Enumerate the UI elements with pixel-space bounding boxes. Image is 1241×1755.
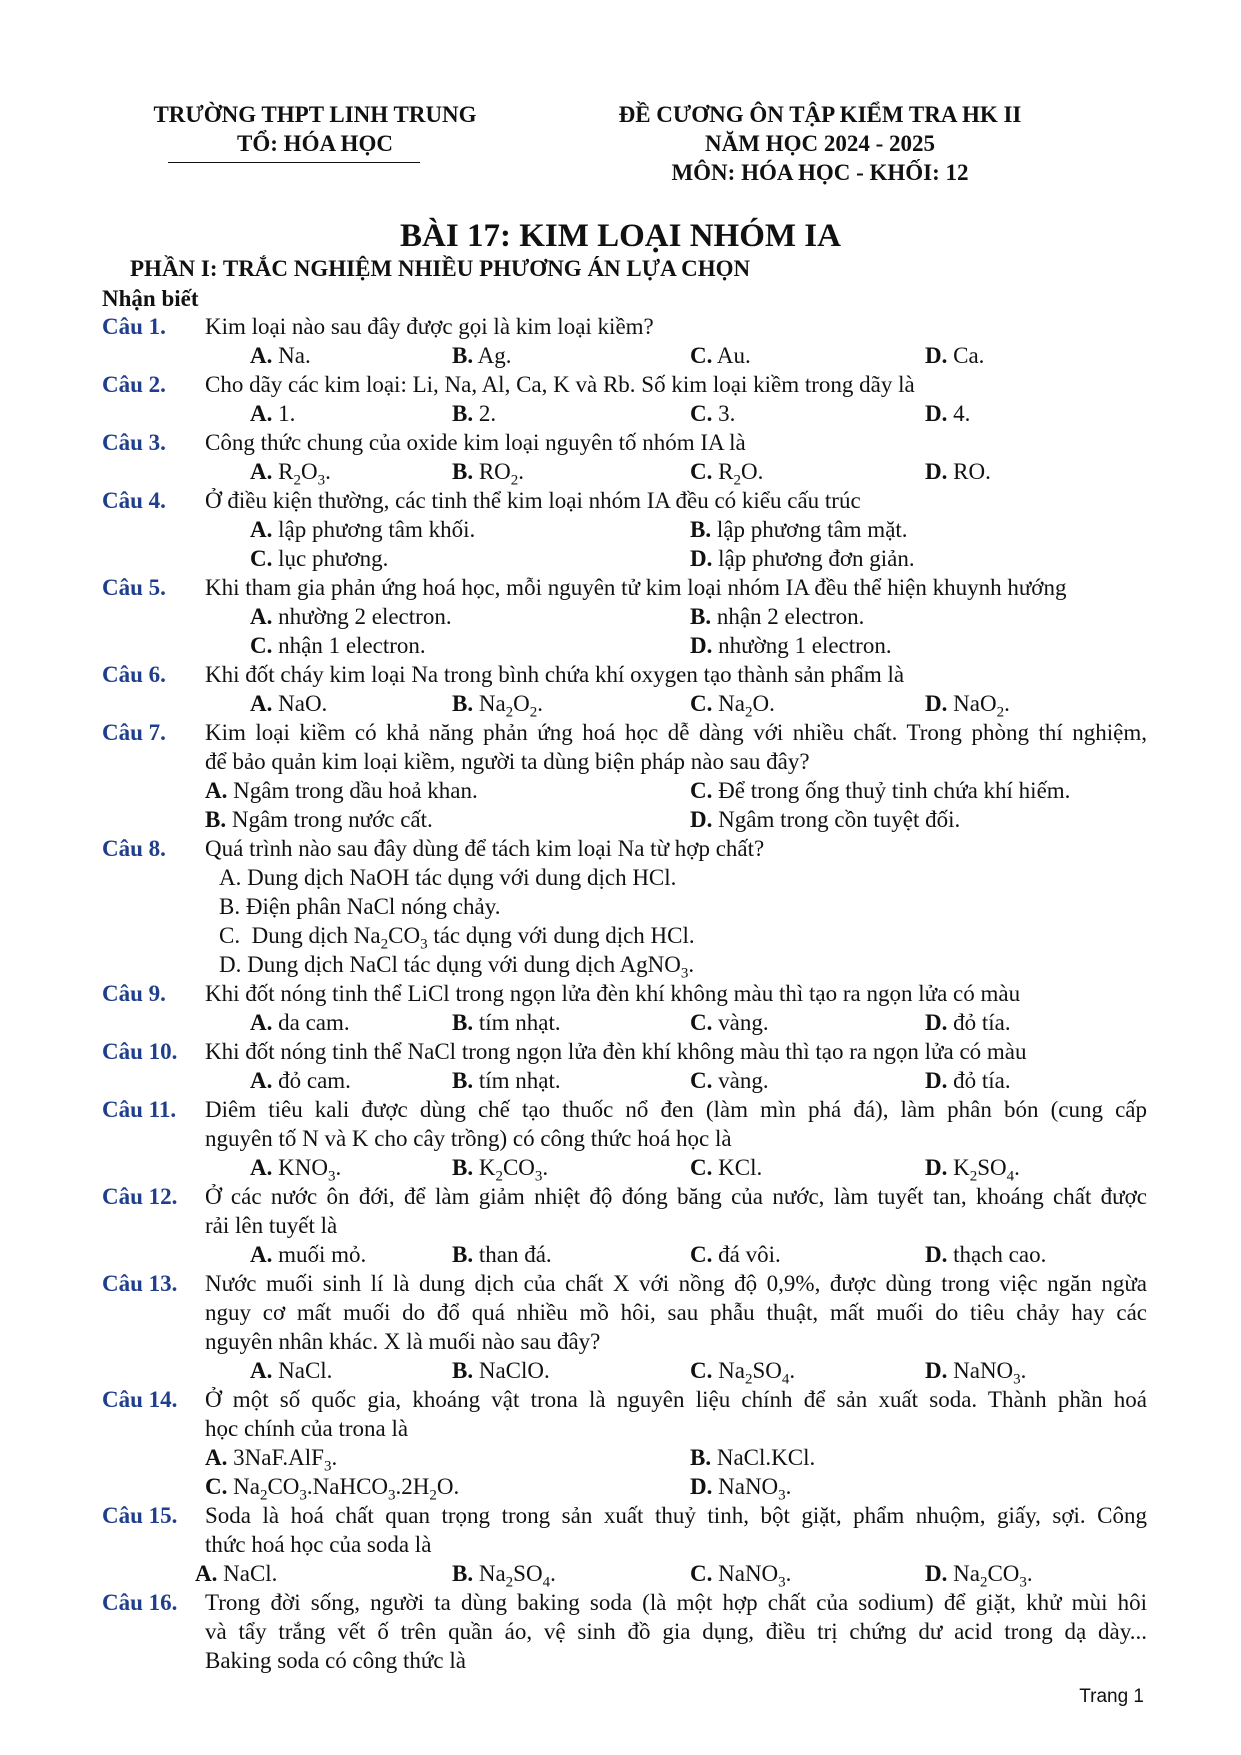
option-a: A. Ngâm trong dầu hoả khan. xyxy=(205,778,478,803)
question-number: Câu 6. xyxy=(102,662,166,687)
option-d: D. đỏ tía. xyxy=(925,1068,1011,1093)
question-text: nguyên tố N và K cho cây trồng) có công thức hoá học là xyxy=(205,1126,732,1151)
question-text-line xyxy=(0,1646,1241,1675)
question-3 xyxy=(0,428,1241,457)
question-9 xyxy=(0,979,1241,1008)
question-text: Ở điều kiện thường, các tinh thể kim loại nhóm IA đều có kiểu cấu trúc xyxy=(205,488,861,513)
option-c: C. NaNO$_3$. xyxy=(690,1561,792,1591)
question-text: Khi đốt nóng tinh thể LiCl trong ngọn lửa đèn khí không màu thì tạo ra ngọn lửa có màu xyxy=(205,981,1021,1006)
question-number: Câu 8. xyxy=(102,836,166,861)
options-row xyxy=(0,1356,1241,1388)
options-row xyxy=(0,1443,1241,1475)
question-number: Câu 12. xyxy=(102,1184,178,1209)
option-b: B. NaCl.KCl. xyxy=(690,1445,816,1470)
options-row xyxy=(0,457,1241,489)
option-c: C. 3. xyxy=(690,401,736,426)
option-c: C. KCl. xyxy=(690,1155,763,1180)
question-number: Câu 13. xyxy=(102,1271,178,1296)
option-b: B. tím nhạt. xyxy=(452,1010,561,1035)
option-b: B. NaClO. xyxy=(452,1358,550,1383)
option-text: C. Dung dịch $Na_2CO_3$ tác dụng với dung dịch HCl. xyxy=(219,923,695,953)
question-text: Ở một số quốc gia, khoáng vật trona là nguyên liệu chính để sản xuất soda. Thành phần hoá xyxy=(205,1387,1147,1412)
question-text: Trong đời sống, người ta dùng baking soda (là một hợp chất của sodium) để giặt, khử mùi hôi xyxy=(205,1590,1147,1615)
question-5 xyxy=(0,573,1241,602)
question-text-line xyxy=(0,1211,1241,1240)
option-a: A. $R_2O_3$. xyxy=(250,459,331,489)
options-row xyxy=(0,399,1241,428)
lesson-title: BÀI 17: KIM LOẠI NHÓM IA xyxy=(400,218,841,254)
option-c: C. Để trong ống thuỷ tinh chứa khí hiếm. xyxy=(690,778,1071,803)
question-4 xyxy=(0,486,1241,515)
question-number: Câu 14. xyxy=(102,1387,178,1412)
options-row xyxy=(0,544,1241,573)
question-text: Soda là hoá chất quan trọng trong sản xuất thuỷ tinh, bột giặt, phẩm nhuộm, giấy, sợi. Công xyxy=(205,1503,1147,1528)
option-d: D. Ca. xyxy=(925,343,985,368)
question-text: Cho dãy các kim loại: Li, Na, Al, Ca, K và Rb. Số kim loại kiềm trong dãy là xyxy=(205,372,915,397)
option-a: A. 3NaF.AlF$_3$. xyxy=(205,1445,338,1475)
option-c: C. Au. xyxy=(690,343,751,368)
question-14 xyxy=(0,1385,1241,1414)
option-c: C. nhận 1 electron. xyxy=(250,633,426,658)
question-13 xyxy=(0,1269,1241,1298)
school-name: TRƯỜNG THPT LINH TRUNG xyxy=(153,102,477,127)
option-b xyxy=(0,892,1241,921)
question-text-line xyxy=(0,1298,1241,1327)
question-number: Câu 10. xyxy=(102,1039,178,1064)
header-right xyxy=(585,100,1055,187)
subject-grade: MÔN: HÓA HỌC - KHỐI: 12 xyxy=(671,160,969,185)
option-b: B. Ag. xyxy=(452,343,512,368)
option-b: B. $Na_2SO_4$. xyxy=(452,1561,556,1591)
question-number: Câu 4. xyxy=(102,488,166,513)
option-d: D. đỏ tía. xyxy=(925,1010,1011,1035)
options-row xyxy=(0,515,1241,544)
options-row xyxy=(0,1153,1241,1185)
exam-title: ĐỀ CƯƠNG ÔN TẬP KIỂM TRA HK II xyxy=(618,102,1022,127)
question-text-line xyxy=(0,1327,1241,1356)
question-7 xyxy=(0,718,1241,747)
question-text: Kim loại nào sau đây được gọi là kim loại kiềm? xyxy=(205,314,654,339)
option-d: D. NaO$_2$. xyxy=(925,691,1010,721)
department-name: TỔ: HÓA HỌC xyxy=(237,131,393,156)
option-c: C. vàng. xyxy=(690,1068,769,1093)
option-a: A. NaCl. xyxy=(195,1561,278,1586)
options-row xyxy=(0,1240,1241,1269)
option-d: D. thạch cao. xyxy=(925,1242,1047,1267)
question-text: rải lên tuyết là xyxy=(205,1213,338,1238)
options-row xyxy=(0,341,1241,370)
question-12 xyxy=(0,1182,1241,1211)
option-d: D. $Na_2CO_3$. xyxy=(925,1561,1033,1591)
option-text: D. Dung dịch NaCl tác dụng với dung dịch AgNO$_3$. xyxy=(219,952,695,982)
question-text: thức hoá học của soda là xyxy=(205,1532,432,1557)
option-c: C. lục phương. xyxy=(250,546,389,571)
level-heading: Nhận biết xyxy=(102,286,199,311)
question-list xyxy=(0,312,1241,1675)
option-b: B. $K_2CO_3$. xyxy=(452,1155,549,1185)
option-d: D. Ngâm trong cồn tuyệt đối. xyxy=(690,807,961,832)
question-text: Công thức chung của oxide kim loại nguyên tố nhóm IA là xyxy=(205,430,746,455)
question-text: học chính của trona là xyxy=(205,1416,409,1441)
option-c: C. đá vôi. xyxy=(690,1242,781,1267)
page-number: Trang 1 xyxy=(1079,1686,1144,1707)
options-row xyxy=(0,689,1241,721)
question-text: Ở các nước ôn đới, để làm giảm nhiệt độ đóng băng của nước, làm tuyết tan, khoáng chất được xyxy=(205,1184,1147,1209)
question-text-line xyxy=(0,1617,1241,1646)
header-underline xyxy=(168,162,420,163)
header-left xyxy=(135,100,495,158)
option-a: A. đỏ cam. xyxy=(250,1068,351,1093)
option-a: A. lập phương tâm khối. xyxy=(250,517,476,542)
question-number: Câu 16. xyxy=(102,1590,178,1615)
question-number: Câu 2. xyxy=(102,372,166,397)
option-a xyxy=(0,863,1241,892)
question-text: Khi đốt nóng tinh thể NaCl trong ngọn lửa đèn khí không màu thì tạo ra ngọn lửa có màu xyxy=(205,1039,1027,1064)
option-d: D. $K_2SO_4$. xyxy=(925,1155,1020,1185)
question-text: Quá trình nào sau đây dùng để tách kim loại Na từ hợp chất? xyxy=(205,836,765,861)
option-d: D. RO. xyxy=(925,459,991,484)
option-c: C. $Na_2O$. xyxy=(690,691,775,721)
option-b: B. $RO_2$. xyxy=(452,459,525,489)
question-text: để bảo quản kim loại kiềm, người ta dùng biện pháp nào sau đây? xyxy=(205,749,810,774)
question-number: Câu 7. xyxy=(102,720,166,745)
question-text-line xyxy=(0,1530,1241,1559)
question-text-line xyxy=(0,747,1241,776)
option-a: A. nhường 2 electron. xyxy=(250,604,452,629)
option-a: A. NaCl. xyxy=(250,1358,333,1383)
option-b: B. tím nhạt. xyxy=(452,1068,561,1093)
option-c: C. $Na_2CO_3.NaHCO_3.2H_2O$. xyxy=(205,1474,460,1504)
question-text-line xyxy=(0,1124,1241,1153)
option-b: B. 2. xyxy=(452,401,497,426)
question-1 xyxy=(0,312,1241,341)
options-row xyxy=(0,1559,1241,1591)
question-number: Câu 1. xyxy=(102,314,166,339)
question-text: và tẩy trắng vết ố trên quần áo, vệ sinh đồ gia dụng, điều trị chứng dư acid trong dạ dày... xyxy=(205,1619,1147,1644)
option-a: A. muối mỏ. xyxy=(250,1242,367,1267)
question-text: Diêm tiêu kali được dùng chế tạo thuốc nổ đen (làm mìn phá đá), làm phân bón (cung cấp xyxy=(205,1097,1147,1122)
option-d: D. NaNO$_3$. xyxy=(690,1474,792,1504)
question-text: Khi đốt cháy kim loại Na trong bình chứa khí oxygen tạo thành sản phẩm là xyxy=(205,662,905,687)
options-row xyxy=(0,805,1241,834)
question-15 xyxy=(0,1501,1241,1530)
options-row xyxy=(0,602,1241,631)
question-number: Câu 5. xyxy=(102,575,166,600)
option-d: D. NaNO$_3$. xyxy=(925,1358,1027,1388)
question-8 xyxy=(0,834,1241,863)
question-text-line xyxy=(0,1414,1241,1443)
options-row xyxy=(0,776,1241,805)
question-text: Baking soda có công thức là xyxy=(205,1648,466,1673)
question-number: Câu 15. xyxy=(102,1503,178,1528)
options-row xyxy=(0,1008,1241,1037)
option-b: B. than đá. xyxy=(452,1242,552,1267)
question-10 xyxy=(0,1037,1241,1066)
question-number: Câu 9. xyxy=(102,981,166,1006)
question-text: Nước muối sinh lí là dung dịch của chất X với nồng độ 0,9%, được dùng trong việc ngăn ngừa xyxy=(205,1271,1147,1296)
option-a: A. NaO. xyxy=(250,691,328,716)
option-d: D. nhường 1 electron. xyxy=(690,633,892,658)
option-c: C. $Na_2SO_4$. xyxy=(690,1358,796,1388)
option-a: A. Na. xyxy=(250,343,311,368)
option-a: A. $KNO_3$. xyxy=(250,1155,342,1185)
part-heading: PHẦN I: TRẮC NGHIỆM NHIỀU PHƯƠNG ÁN LỰA CHỌN xyxy=(130,256,751,281)
options-row xyxy=(0,631,1241,660)
option-a: A. 1. xyxy=(250,401,296,426)
question-11 xyxy=(0,1095,1241,1124)
question-6 xyxy=(0,660,1241,689)
school-year: NĂM HỌC 2024 - 2025 xyxy=(705,131,935,156)
option-c: C. $R_2O$. xyxy=(690,459,764,489)
question-text: nguyên nhân khác. X là muối nào sau đây? xyxy=(205,1329,601,1354)
question-16 xyxy=(0,1588,1241,1617)
option-text: B. Điện phân NaCl nóng chảy. xyxy=(219,894,501,919)
option-c: C. vàng. xyxy=(690,1010,769,1035)
question-text: nguy cơ mất muối do đổ quá nhiều mồ hôi, sau phẫu thuật, mất muối do tiêu chảy hay các xyxy=(205,1300,1147,1325)
question-text: Kim loại kiềm có khả năng phản ứng hoá học dễ dàng với nhiều chất. Trong phòng thí nghiệm, xyxy=(205,720,1147,745)
question-text: Khi tham gia phản ứng hoá học, mỗi nguyên tử kim loại nhóm IA đều thể hiện khuynh hướng xyxy=(205,575,1067,600)
option-d: D. lập phương đơn giản. xyxy=(690,546,915,571)
option-b: B. nhận 2 electron. xyxy=(690,604,865,629)
option-c xyxy=(0,921,1241,953)
option-b: B. $Na_2O_2$. xyxy=(452,691,544,721)
options-row xyxy=(0,1472,1241,1504)
option-a: A. da cam. xyxy=(250,1010,350,1035)
question-number: Câu 3. xyxy=(102,430,166,455)
option-d: D. 4. xyxy=(925,401,971,426)
question-2 xyxy=(0,370,1241,399)
question-number: Câu 11. xyxy=(102,1097,177,1122)
option-d xyxy=(0,950,1241,982)
option-text: A. Dung dịch NaOH tác dụng với dung dịch HCl. xyxy=(219,865,677,890)
option-b: B. Ngâm trong nước cất. xyxy=(205,807,433,832)
option-b: B. lập phương tâm mặt. xyxy=(690,517,908,542)
options-row xyxy=(0,1066,1241,1095)
